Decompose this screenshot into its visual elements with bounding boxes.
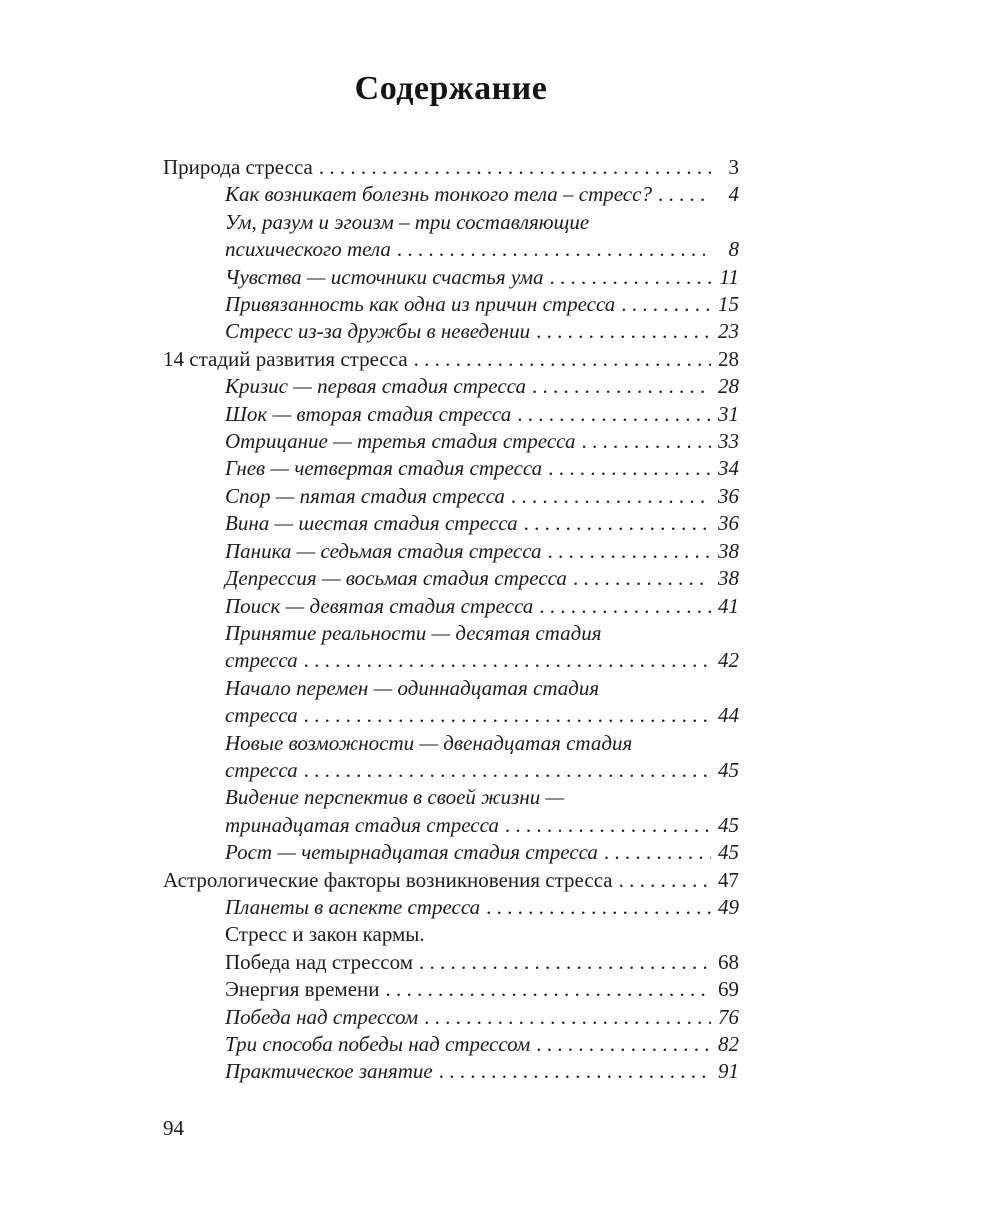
toc-entry-text: стресса [225, 648, 298, 673]
dot-leader [397, 236, 711, 263]
toc-line [163, 921, 739, 948]
toc-entry-text: 14 стадий развития стресса [163, 346, 408, 371]
toc-page-number: 33 [718, 429, 739, 454]
dot-leader [304, 757, 711, 784]
toc-line [163, 839, 739, 866]
toc-content [163, 70, 739, 1086]
toc-line [163, 401, 739, 428]
toc-entry-text: Чувства — источники счастья ума [225, 264, 544, 289]
toc-entry-text: Астрологические факторы возникновения стресса [163, 867, 613, 892]
dot-leader [524, 510, 711, 537]
toc-entry-text: тринадцатая стадия стресса [225, 812, 499, 837]
toc-entry-text: стресса [225, 757, 298, 782]
toc-entry-text: Энергия времени [225, 977, 380, 1002]
toc-line [163, 1004, 739, 1031]
toc-line [163, 784, 739, 811]
toc-entry-text: Спор — пятая стадия стресса [225, 483, 505, 508]
toc-line [163, 565, 739, 592]
dot-leader [424, 1004, 711, 1031]
toc-line [163, 675, 739, 702]
toc-page-number: 68 [718, 949, 739, 974]
toc-entry-text: Природа стресса [163, 155, 313, 179]
dot-leader [511, 483, 711, 510]
dot-leader [319, 154, 711, 181]
toc-entry-text: Видение перспектив в своей жизни — [225, 785, 565, 810]
toc-line [163, 236, 739, 263]
dot-leader [621, 291, 711, 318]
toc-page-number: 82 [718, 1032, 739, 1056]
toc-line [163, 346, 739, 373]
dot-leader [539, 593, 711, 620]
dot-leader [414, 346, 711, 373]
toc-page-number: 44 [718, 703, 739, 728]
toc-page-number: 38 [718, 566, 739, 591]
dot-leader [532, 373, 711, 400]
toc-line [163, 593, 739, 620]
table-of-contents [163, 154, 739, 1086]
toc-entry-text: Как возникает болезнь тонкого тела – стресс? [225, 182, 652, 207]
toc-page-number: 11 [719, 264, 739, 289]
toc-page-number: 41 [718, 593, 739, 618]
toc-page-number: 34 [718, 456, 739, 481]
toc-line [163, 620, 739, 647]
dot-leader [517, 401, 711, 428]
toc-page-number: 49 [718, 894, 739, 919]
toc-line [163, 264, 739, 291]
toc-page-number: 69 [718, 977, 739, 1002]
toc-entry-text: Начало перемен — одиннадцатая стадия [225, 675, 600, 700]
toc-line [163, 647, 739, 674]
toc-line [163, 428, 739, 455]
toc-line [163, 318, 739, 345]
dot-leader [658, 181, 711, 208]
dot-leader [486, 894, 711, 921]
toc-page-number: 23 [718, 319, 739, 344]
toc-line [163, 1031, 739, 1058]
toc-line [163, 1058, 739, 1085]
toc-line [163, 894, 739, 921]
toc-entry-text: Привязанность как одна из причин стресса [225, 292, 616, 317]
toc-line [163, 976, 739, 1003]
toc-entry-text: Ум, разум и эгоизм – три составляющие [225, 209, 590, 234]
toc-line [163, 483, 739, 510]
toc-page-number: 45 [718, 812, 739, 837]
toc-page-number: 15 [718, 292, 739, 317]
toc-line [163, 812, 739, 839]
dot-leader [419, 949, 711, 976]
toc-entry-text: Планеты в аспекте стресса [225, 894, 481, 919]
dot-leader [604, 839, 711, 866]
toc-page-number: 45 [718, 840, 739, 865]
dot-leader [505, 812, 711, 839]
toc-entry-text: Поиск — девятая стадия стресса [225, 593, 534, 618]
toc-line [163, 702, 739, 729]
toc-entry-text: Кризис — первая стадия стресса [225, 374, 526, 399]
toc-entry-text: Практическое занятие [225, 1059, 433, 1084]
toc-entry-text: психического тела [225, 237, 391, 262]
toc-page-number: 47 [718, 867, 739, 892]
toc-entry-text: Рост — четырнадцатая стадия стресса [225, 840, 598, 865]
toc-entry-text: Три способа победы над стрессом [225, 1032, 531, 1056]
toc-page-number: 76 [718, 1004, 739, 1029]
dot-leader [581, 428, 711, 455]
toc-entry-text: Стресс и закон кармы. [225, 922, 425, 947]
dot-leader [550, 264, 711, 291]
toc-page-number: 36 [718, 483, 739, 508]
toc-entry-text: Гнев — четвертая стадия стресса [225, 456, 543, 481]
dot-leader [304, 702, 711, 729]
toc-entry-text: стресса [225, 703, 298, 728]
toc-page-number: 8 [728, 237, 739, 262]
toc-line [163, 538, 739, 565]
dot-leader [386, 976, 711, 1003]
toc-entry-text: Паника — седьмая стадия стресса [225, 538, 542, 563]
dot-leader [304, 647, 711, 674]
toc-page-number: 28 [718, 346, 739, 371]
toc-line [163, 455, 739, 482]
toc-entry-text: Шок — вторая стадия стресса [225, 401, 512, 426]
toc-entry-text: Принятие реальности — десятая стадия [225, 620, 602, 645]
toc-page-number: 28 [718, 374, 739, 399]
toc-line [163, 867, 739, 894]
dot-leader [536, 1031, 711, 1058]
toc-page-number: 91 [718, 1059, 739, 1084]
toc-line [163, 154, 739, 181]
toc-page-number: 36 [718, 511, 739, 536]
dot-leader [548, 538, 712, 565]
dot-leader [573, 565, 711, 592]
toc-entry-text: Депрессия — восьмая стадия стресса [225, 566, 567, 591]
toc-line [163, 730, 739, 757]
footer-page-number: 94 [163, 1116, 184, 1140]
toc-entry-text: Вина — шестая стадия стресса [225, 511, 518, 536]
dot-leader [619, 867, 711, 894]
toc-page-number: 38 [718, 538, 739, 563]
toc-page-number: 31 [718, 401, 739, 426]
toc-entry-text: Стресс из-за дружбы в неведении [225, 319, 531, 344]
dot-leader [536, 318, 711, 345]
toc-page-number: 3 [728, 155, 739, 179]
toc-entry-text: Победа над стрессом [225, 949, 413, 974]
toc-page-number: 45 [718, 757, 739, 782]
toc-line [163, 757, 739, 784]
toc-entry-text: Отрицание — третья стадия стресса [225, 429, 576, 454]
toc-page-number: 4 [728, 182, 739, 207]
toc-entry-text: Новые возможности — двенадцатая стадия [225, 730, 633, 755]
toc-line [163, 181, 739, 208]
page-title: Содержание [354, 70, 548, 107]
toc-line [163, 291, 739, 318]
dot-leader [439, 1058, 711, 1085]
toc-page-number: 42 [718, 648, 739, 673]
dot-leader [548, 455, 711, 482]
toc-entry-text: Победа над стрессом [225, 1004, 419, 1029]
toc-line [163, 510, 739, 537]
toc-line [163, 209, 739, 236]
toc-line [163, 949, 739, 976]
toc-line [163, 373, 739, 400]
